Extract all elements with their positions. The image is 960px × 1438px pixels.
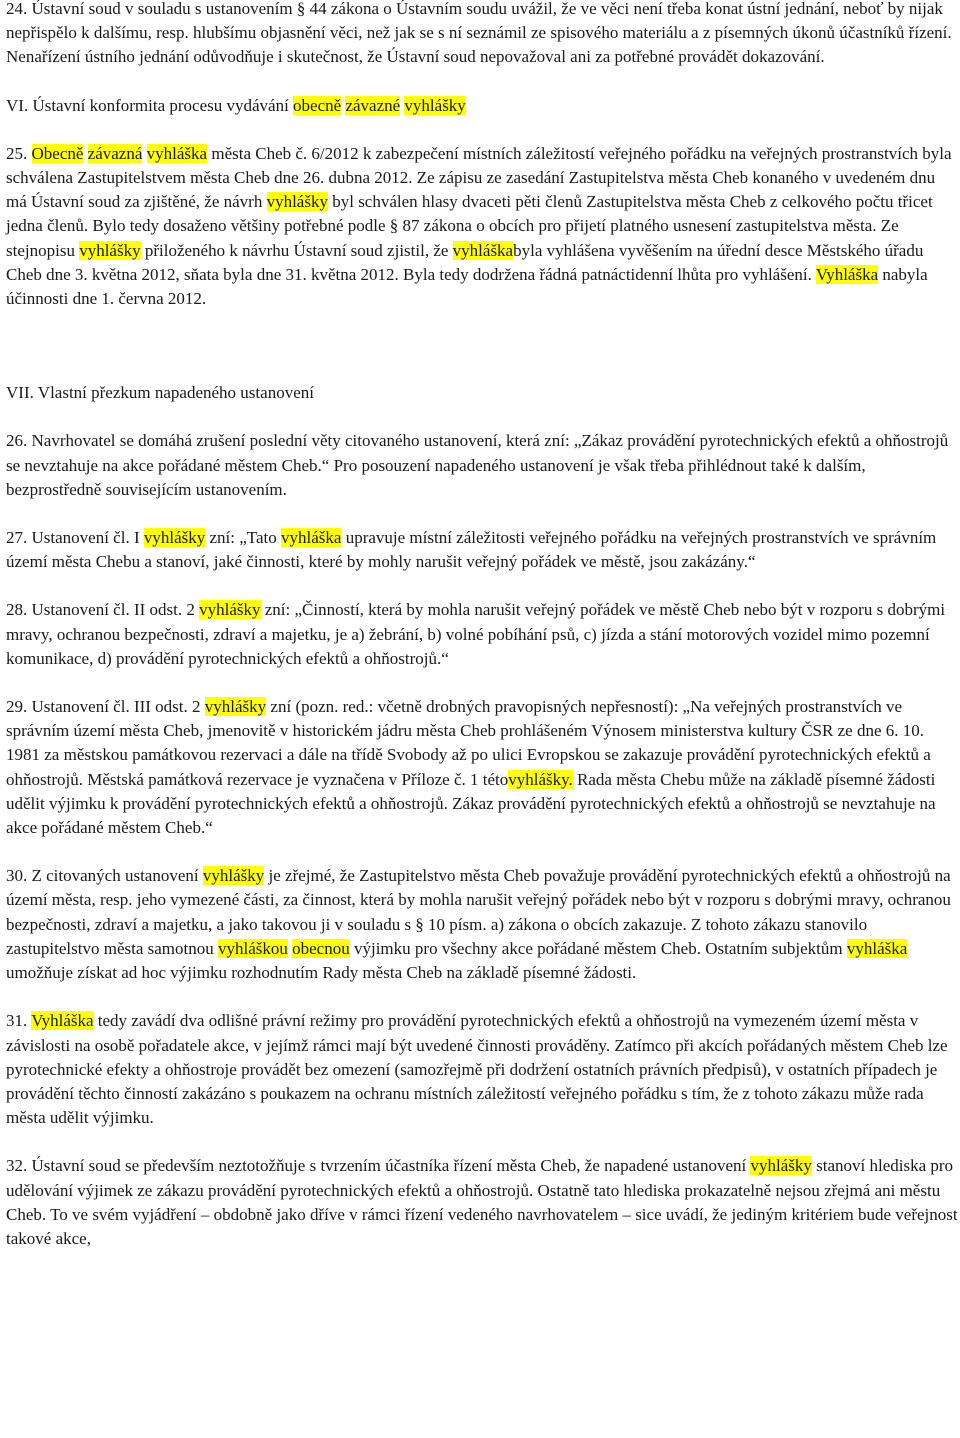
paragraph-gap — [6, 70, 960, 94]
text-segment: 25. — [6, 143, 32, 163]
text-segment: tedy zavádí dva odlišné právní režimy pro provádění pyrotechnických efektů a ohňostrojů na vymezeném území města v závislosti na osobě pořadatele akce, v jejímž rámci mají být uvedené činnosti prováděny. Zatímco při akcích pořádaných městem Cheb lze pyrotechnické efekty a ohňostroje provádět bez omezení (samozřejmě při dodržení ostatních právních předpisů), v ostatních případech je provádění těchto činností zakázáno s poukazem na ochranu místních záležitostí veřejného pořádku s tím, že z tohoto zákazu může rada města udělit výjimku. — [6, 1011, 948, 1128]
paragraph — [6, 1154, 960, 1251]
text-segment: stanoví hlediska pro udělování výjimek ze zákazu provádění pyrotechnických efektů a ohňostrojů. Ostatně tato hlediska prokazatelně nejsou zřejmá ani městu Cheb. To ve svém vyjádření – obdobně jako dříve v rámci řízení vedeného navrhovatelem – sice uvádí, že jediným kritériem bude veřejnost takové akce, — [6, 1156, 958, 1248]
highlighted-term: vyhlášky. — [508, 769, 573, 789]
paragraph — [6, 598, 960, 671]
paragraph — [6, 1009, 960, 1130]
text-segment: 31. — [6, 1011, 32, 1031]
highlighted-term: vyhláška — [846, 938, 908, 958]
highlighted-term: vyhláškou — [218, 938, 288, 958]
paragraph-gap — [6, 985, 960, 1009]
paragraph-gap — [6, 1130, 960, 1154]
highlighted-term: vyhlášky — [202, 866, 265, 886]
text-segment: zní: „Tato — [205, 528, 282, 548]
text-segment: výjimku pro všechny akce pořádané městem Cheb. Ostatním subjektům — [349, 938, 847, 958]
highlighted-term: vyhlášky — [404, 95, 466, 115]
highlighted-term: Obecně — [31, 143, 84, 163]
highlighted-term: obecně — [293, 95, 342, 115]
text-segment: 28. Ustanovení čl. II odst. 2 — [6, 600, 200, 620]
highlighted-term: vyhlášky — [204, 697, 267, 717]
highlighted-term: vyhláška — [281, 528, 342, 548]
highlighted-term: vyhlášky — [266, 192, 328, 212]
text-segment: upravuje místní záležitosti veřejného pořádku na veřejných prostranstvích ve správním území města Chebu a stanoví, jaké činnosti, které by mohly narušit veřejný pořádek ve městě, jsou zakázány.“ — [6, 528, 937, 572]
paragraph-gap — [6, 405, 960, 429]
text-segment: 27. Ustanovení čl. I — [6, 528, 144, 548]
text-segment: 32. Ústavní soud se především neztotožňuje s tvrzením účastníka řízení města Cheb, že napadené ustanovení — [6, 1156, 751, 1176]
text-segment: byl schválen hlasy dvaceti pěti členů Zastupitelstva města Cheb z celkového počtu třicet jedna členů. Bylo tedy dosaženo většiny potřebné podle § 87 zákona o obcích pro přijetí platného usnesení zastupitelstva města. Ze stejnopisu — [6, 192, 933, 260]
section-gap — [6, 311, 960, 381]
paragraph — [6, 695, 960, 840]
highlighted-term: Vyhláška — [815, 264, 879, 284]
text-segment: zní: „Činností, která by mohla narušit veřejný pořádek ve městě Cheb nebo být v rozporu s dobrými mravy, ochranou bezpečnosti, zdraví a majetku, je a) žebrání, b) volné pobíhání psů, c) jízda a stání motorových vozidel mimo pozemní komunikace, d) provádění pyrotechnických efektů a ohňostrojů.“ — [6, 600, 946, 668]
highlighted-term: závazné — [345, 95, 401, 115]
paragraph-gap — [6, 574, 960, 598]
text-segment: umožňuje získat ad hoc výjimku rozhodnutím Rady města Cheb na základě písemné žádosti. — [6, 963, 637, 983]
text-segment: zní (pozn. red.: včetně drobných pravopisných nepřesností): „Na veřejných prostranstvích ve správním území města Cheb, jmenovitě v historickém jádru města Cheb prohlášeném Výnosem ministerstva kultury ČSR ze dne 6. 10. 1981 za městskou památkovou rezervaci a dále na třídě Svobody až po ulici Evropskou se zakazuje provádění pyrotechnických efektů a ohňostrojů. Městská památková rezervace je vyznačena v Příloze č. 1 této — [6, 697, 931, 789]
highlighted-term: obecnou — [292, 938, 350, 958]
highlighted-term: závazná — [87, 143, 143, 163]
text-segment: Rada města Chebu může na základě písemné žádosti udělit výjimku k provádění pyrotechnických efektů a ohňostrojů. Zákaz provádění pyrotechnických efektů a ohňostrojů se nevztahuje na akce pořádané městem Cheb.“ — [6, 769, 936, 838]
text-segment: 30. Z citovaných ustanovení — [6, 866, 203, 886]
paragraph-gap — [6, 502, 960, 526]
paragraph — [6, 526, 960, 574]
text-segment: nabyla účinnosti dne 1. června 2012. — [6, 264, 928, 309]
text-segment: VI. Ústavní konformita procesu vydávání — [6, 95, 294, 115]
highlighted-term: vyhlášky — [79, 240, 141, 260]
highlighted-term: vyhlášky — [750, 1156, 812, 1176]
paragraph — [6, 142, 960, 311]
highlighted-term: vyhlášky — [199, 600, 261, 620]
paragraph-gap — [6, 671, 960, 695]
paragraph-gap — [6, 840, 960, 864]
highlighted-term: vyhláška — [452, 240, 514, 260]
text-segment: byla vyhlášena vyvěšením na úřední desce Městského úřadu Cheb dne 3. května 2012, sňata byla dne 31. května 2012. Byla tedy dodržena řádná patnáctidenní lhůta pro vyhlášení. — [6, 240, 924, 284]
paragraph — [6, 429, 960, 502]
text-segment: 26. Navrhovatel se domáhá zrušení poslední věty citovaného ustanovení, která zní: „Zákaz provádění pyrotechnických efektů a ohňostrojů se nevztahuje na akce pořádané městem Cheb.“ Pro posouzení napadeného ustanovení je však třeba přihlédnout také k dalším, bezprostředně souvisejícím ustanovením. — [6, 431, 949, 499]
text-segment: města Cheb č. 6/2012 k zabezpečení místních záležitostí veřejného pořádku na veřejných prostranstvích byla schválena Zastupitelstvem města Cheb dne 26. dubna 2012. Ze zápisu ze zasedání Zastupitelstva města Cheb konaného v uvedeném dnu má Ústavní soud za zjištěné, že návrh — [6, 143, 952, 212]
text-segment: přiloženého k návrhu Ústavní soud zjistil, že — [140, 240, 453, 260]
highlighted-term: Vyhláška — [31, 1011, 94, 1031]
section-heading — [6, 381, 960, 405]
paragraph — [6, 0, 960, 70]
highlighted-term: vyhláška — [146, 143, 208, 163]
text-segment: je zřejmé, že Zastupitelstvo města Cheb považuje provádění pyrotechnických efektů a ohňostrojů na území města, resp. jeho vymezené části, za činnost, která by mohla narušit veřejný pořádek nebo být v rozporu s dobrými mravy, ochranou bezpečnosti, zdraví a majetku, a jako takovou ji v souladu s § 10 písm. a) zákona o obcích zakazuje. Z tohoto zákazu stanovilo zastupitelstvo města samotnou — [6, 866, 951, 958]
section-heading — [6, 94, 960, 118]
text-segment: 29. Ustanovení čl. III odst. 2 — [6, 697, 205, 717]
paragraph-gap — [6, 118, 960, 142]
text-segment: 24. Ústavní soud v souladu s ustanovením § 44 zákona o Ústavním soudu uvážil, že ve věci není třeba konat ústní jednání, neboť by nijak nepřispělo k dalšímu, resp. hlubšímu objasnění věci, než jak se s ní seznámil ze spisového materiálu a z písemných úkonů účastníků řízení. Nenařízení ústního jednání odůvodňuje i skutečnost, že Ústavní soud nepovažoval ani za potřebné provádět dokazování. — [6, 0, 952, 67]
text-segment: VII. Vlastní přezkum napadeného ustanovení — [6, 383, 314, 403]
paragraph — [6, 864, 960, 985]
highlighted-term: vyhlášky — [143, 528, 206, 548]
